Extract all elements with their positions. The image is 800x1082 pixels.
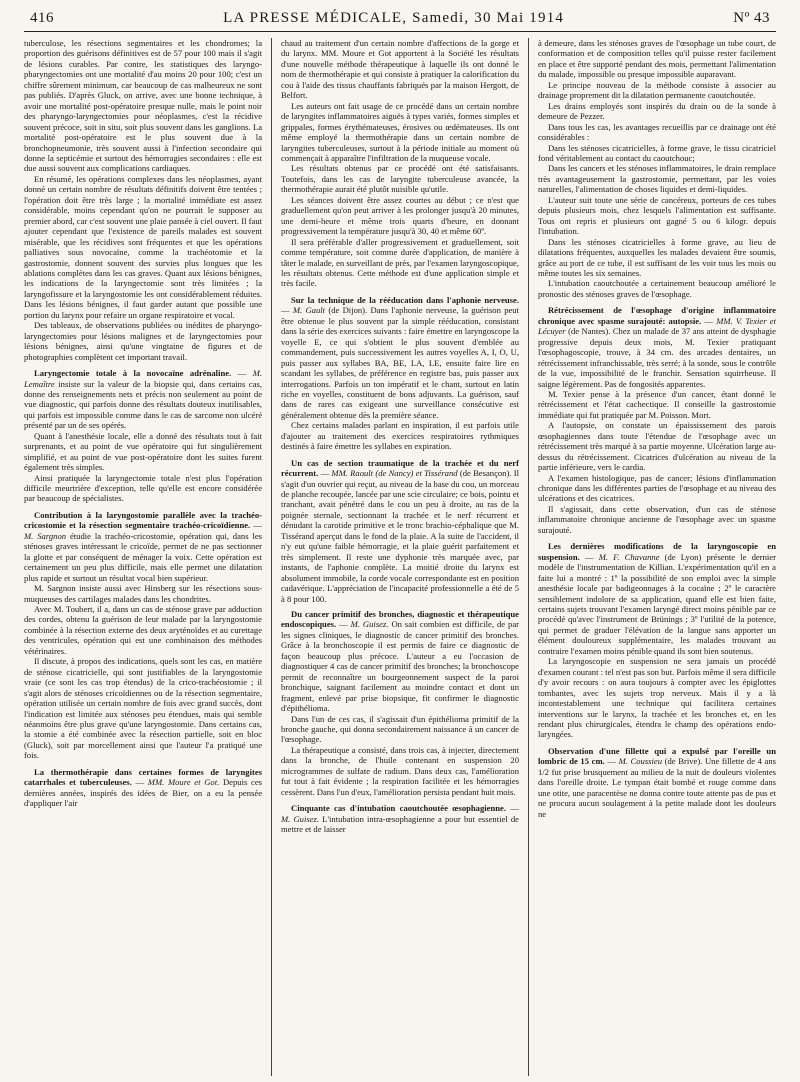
column-rule xyxy=(271,38,272,1076)
paragraph: Avec M. Toubert, il a, dans un cas de sténose grave par adduction des cordes, obtenu la guérison de leur malade par la laryngostomie combinée à la résection externe des deux aryténoïdes et au curettage des ventricules, opération qui est une combinaison des méthodes vétérinaires. xyxy=(24,604,263,656)
em-dash: — xyxy=(231,368,253,379)
article-author: M. Guisez. xyxy=(350,619,389,630)
issue-number: Nº 43 xyxy=(733,10,770,26)
article-body: insiste sur la valeur de la biopsie qui, dans certains cas, donne des renseignements nets et précis non seulement au point de vue diagnostic, qui parfois donne des résultats douteux inutilisables, qui parfois est impossible comme dans le cas de sarcome non ulcéré présenté par un de ses opérés. xyxy=(24,378,263,431)
paragraph: M. Texier pense à la présence d'un cancer, étant donné le rétrécissement et l'état cachectique. Il conseille la gastrostomie immédiate qui fut pratiquée par M. Poisson. Mort. xyxy=(537,388,776,420)
em-dash: — xyxy=(318,468,332,479)
em-dash: — xyxy=(280,305,293,316)
article-author: M. Guisez. xyxy=(280,813,320,824)
paragraph: La laryngoscopie en suspension ne sera jamais un procédé d'examen courant : tel n'est pas son but. Parfois même il sera difficile d'y avoir recours : on aura toujours à compter avec les épiglottes tombantes, avec les sujets trop nerveux. Mais il y a là incontestablement une technique qui facilitera certaines interventions sur le larynx, la trachée et les bronches et, en les rendant plus chirurgicales, étendra le champ des opérations endo-laryngées. xyxy=(537,656,776,740)
paragraph: A l'examen histologique, pas de cancer; lésions d'inflammation chronique dans les différentes parties de l'œsophage et au niveau des ulcérations et des cicatrices. xyxy=(537,472,776,504)
masthead-title: LA PRESSE MÉDICALE, Samedi, 30 Mai 1914 xyxy=(223,10,565,26)
column-1 xyxy=(24,38,262,1076)
paragraph: Le principe nouveau de la méthode consiste à associer au drainage proprement dit la dilatation permanente caoutchoutée. xyxy=(537,79,776,101)
paragraph: Dans tous les cas, les avantages recueillis par ce drainage ont été considérables : xyxy=(537,121,776,143)
article-title: Les dernières modifications de la laryngoscopie en suspension. xyxy=(537,541,776,562)
paragraph: chaud au traitement d'un certain nombre d'affections de la gorge et du larynx. MM. Moure et Got apportent à la Société les résultats d'une nouvelle méthode thérapeutique à laquelle ils ont donné le nom de thermothérapie et qui consiste à pratiquer la calorification du cou à l'aide des tissus chauffants fabriqués par la maison Hergott, de Belfort. xyxy=(280,38,519,101)
column-3 xyxy=(538,38,776,1076)
article-author: M. F. Chavanne xyxy=(598,551,660,562)
paragraph: Dans les cancers et les sténoses inflammatoires, le drain remplace très avantageusement la gastrostomie, permettant, par les voies naturelles, l'alimentation de choses liquides et demi-liquides. xyxy=(537,163,776,195)
article-entry xyxy=(538,541,776,656)
em-dash: — xyxy=(579,551,599,562)
paragraph: Ainsi pratiquée la laryngectomie totale n'est plus l'opération difficile meurtrière d'exception, telle qu'elle est encore considérée par beaucoup de spécialistes. xyxy=(24,472,263,504)
article-body: étudie la trachéo-cricostomie, opération qui, dans les sténoses graves intéressant le cricoïde, permet de ne pas sectionner la glotte et par conséquent de ménager la voix. Cette opération est certainement un peu plus difficile, mais elle permet une dilatation plus rapide et surtout un résultat vocal bien supérieur. xyxy=(24,530,263,583)
article-body: (de Dijon). Dans l'aphonie nerveuse, la guérison peut être obtenue le plus souvent par la simple rééducation, consistant dans la série des exercices suivants : faire émettre en laryngoscope la voyelle E, ce qui s'obtient le plus souvent d'emblée au commandement, puis successivement les autres voyelles A, I, O, U, puis passer aux syllabes BA, BE, LA, LE, ensuite faire lire en scandant les syllabes, de préférence en registre bas, puis passer aux interrogations. Parfois un ton impératif et le chant, surtout en latin riche en voyelles, constituent de bons adjuvants. La guérison, sauf dans de rares cas exigeant une surveillance consécutive est généralement obtenue dès la première séance. xyxy=(280,305,519,420)
column-2 xyxy=(281,38,519,1076)
article-author: M. Coussieu xyxy=(618,756,663,767)
article-entry xyxy=(24,368,262,431)
article-body: (de Brive). Une fillette de 4 ans 1/2 fut prise brusquement au milieu de la nuit de douleurs violentes dans l'oreille droite. Le tympan était bombé et rouge comme dans une otite, une paracentèse ne donna contre toute attente pas de pus et ne procura aucun soulagement à la petite malade dont les douleurs ne xyxy=(537,756,776,819)
paragraph: M. Sargnon insiste aussi avec Hinsberg sur les résections sous-muqueuses des cartilages malades dans les chondrites. xyxy=(24,583,263,604)
article-entry xyxy=(281,295,519,420)
article-author: MM. Raoult (de Nancy) et Tissérand xyxy=(331,468,458,479)
article-entry xyxy=(281,803,519,834)
article-title: Cinquante cas d'intubation caoutchoutée œsophagienne. xyxy=(290,803,507,814)
paragraph: Il sera préférable d'aller progressivement et graduellement, soit comme température, soit comme durée d'application, de manière à tâter le malade, en surveillant de près, par l'examen laryngoscopique, les résultats obtenus. Cette méthode est d'une application simple et très facile. xyxy=(280,236,519,289)
page-header xyxy=(24,10,776,32)
article-title: Sur la technique de la rééducation dans l'aphonie nerveuse. xyxy=(290,294,519,305)
paragraph: Dans l'un de ces cas, il s'agissait d'un épithélioma primitif de la bronche gauche, qui donna secondairement naissance à un cancer de l'œsophage. xyxy=(280,713,519,745)
article-author: MM. V. Texier et Lécuyer xyxy=(537,315,776,337)
paragraph: Des tableaux, de observations publiées ou inédites de pharyngo-laryngectomies pour lésions malignes et de laryngectomies pour lésions bénignes, ainsi qu'une vingtaine de figures et de photographies complètent cet important travail. xyxy=(24,320,263,362)
paragraph: La thérapeutique a consisté, dans trois cas, à injecter, directement dans la bronche, de l'huile contenant en suspension 20 microgrammes de sulfate de radium. Dans deux cas, l'amélioration fut tout à fait évidente ; la respiration facilitée et les hémorragies cessèrent. Dans l'un d'eux, l'amélioration persista pendant huit mois. xyxy=(280,744,519,797)
article-author: M. Sargnon xyxy=(24,530,67,541)
text-columns xyxy=(24,38,776,1076)
article-entry xyxy=(24,510,262,583)
column-rule xyxy=(528,38,529,1076)
paragraph: Les résultats obtenus par ce procédé ont été satisfaisants. Toutefois, dans les cas de laryngite tuberculeuse avancée, la thermothérapie aurait été plutôt nuisible qu'utile. xyxy=(280,163,519,195)
article-title: Observation d'une fillette qui a expulsé par l'oreille un lombric de 15 cm. xyxy=(537,745,776,767)
paragraph: Dans les sténoses cicatricielles, à forme grave, le tissu cicatriciel fond véritablement au contact du caoutchouc; xyxy=(537,142,776,163)
paragraph: Quant à l'anesthésie locale, elle a donné des résultats tout à fait surprenants, et au point de vue opératoire qui fut singulièrement simplifié, et au point de vue post-opératoire dont les suites furent également très simples. xyxy=(24,430,263,473)
paragraph: L'intubation caoutchoutée a certainement beaucoup amélioré le pronostic des sténoses graves de l'œsophage. xyxy=(537,278,776,299)
paragraph: Les auteurs ont fait usage de ce procédé dans un certain nombre de laryngites inflammatoires aiguës à types variés, formes simples et grippales, formes érythémateuses, érosives ou œdémateuses. Ils ont même employé la thermothérapie dans un certain nombre de laryngites tuberculeuses, surtout à la période initiale au moment où commençait à apparaître l'infiltration de la muqueuse vocale. xyxy=(280,100,519,163)
em-dash: — xyxy=(250,520,263,531)
page-number: 416 xyxy=(30,10,54,26)
paragraph: à demeure, dans les sténoses graves de l'œsophage un tube court, de conformation et de composition telles qu'il puisse rester facilement en place et être supporté pendant des mois, permettant l'alimentation du malade, impossible ou presque impossible auparavant. xyxy=(537,38,776,80)
paragraph: L'auteur suit toute une série de cancéreux, porteurs de ces tubes depuis plusieurs mois, chez lesquels l'alimentation est suffisante. Tous ont repris et plusieurs ont gagné 5 ou 6 kilogr. depuis l'intubation. xyxy=(537,194,776,237)
article-entry xyxy=(538,305,776,389)
article-entry xyxy=(538,746,776,819)
em-dash: — xyxy=(701,315,717,326)
article-entry xyxy=(281,609,519,714)
article-title: Contribution à la laryngostomie parallèle avec la trachéo-cricostomie et la résection segmentaire trachéo-cricoïdienne. xyxy=(24,509,263,531)
article-title: Laryngectomie totale à la novocaïne adrénaline. xyxy=(34,368,232,379)
article-author: M. Lemaître xyxy=(24,368,263,389)
article-body: (de Nantes). Chez un malade de 37 ans atteint de dysphagie progressive depuis deux mois, M. Texier pratiquant l'œsophagoscopie, trouve, à 34 cm. des arcades dentaires, un rétrécissement infranchissable, très serré; à la sonde, sous le contrôle de la vue, impossibilité de le franchir. Sensation squirrheuse. Il saigne légèrement. Pas de fongosités apparentes. xyxy=(537,326,776,389)
paragraph: Dans les sténoses cicatricielles à forme grave, au lieu de dilatations fréquentes, auxquelles les malades devaient être soumis, grâce au port de ce tube, il est suffisant de les voir tous les mois ou même toutes les six semaines. xyxy=(537,236,776,278)
article-title: Un cas de section traumatique de la trachée et du nerf récurrent. xyxy=(280,457,519,479)
em-dash: — xyxy=(506,803,519,814)
article-body: Depuis ces dernières années, inspirés des idées de Bier, on a eu la pensée d'appliquer l'air xyxy=(24,777,263,809)
em-dash: — xyxy=(131,777,148,788)
paragraph: Les séances doivent être assez courtes au début ; ce n'est que graduellement qu'on peut arriver à les prolonger jusqu'à 20 minutes, une demi-heure et même trois quarts d'heure, en donnant progressivement la température jusqu'à 30, 40 et même 60º. xyxy=(280,194,519,237)
paragraph: tuberculose, les résections segmentaires et les chondromes; la proportion des guérisons définitives est de 57 pour 100 mais il s'agit de lésions curables. Par contre, les statistiques des laryngo-pharyngectomies ont une mortalité d'au moins 20 pour 100; c'est un chiffre sûrement minimum, car beaucoup de cas malheureux ne sont pas publiés. D'après Gluck, on arrive, avec une bonne technique, à avoir une mortalité post-opératoire presque nulle, mais le point noir des pharyngo-laryngectomies pour néoplasmes, c'est la récidive souvent précoce, soit in situ, soit plus souvent dans les ganglions. La mortalité post-opératoire est le plus souvent due à la bronchopneumonie, très souvent aussi à l'infection secondaire qui donne la septicémie et surtout des hémorragies secondaires : elle est due aussi souvent aux complications cardiaques. xyxy=(24,38,263,174)
paragraph: Les drains employés sont inspirés du drain ou de la sonde à demeure de Pezzer. xyxy=(537,100,776,122)
paragraph: A l'autopsie, on constate un épaississement des parois œsophagiennes dans toute l'étendue de l'œsophage avec un rétrécissement très marqué à sa partie moyenne. Ulcération large au-dessus du rétrécissement. Cicatrices d'ulcération au niveau de la partie inférieure, vers le cardia. xyxy=(537,420,776,473)
article-title: Rétrécissement de l'œsophage d'origine inflammatoire chronique avec spasme surajouté: autopsie. xyxy=(537,305,776,326)
article-entry xyxy=(24,767,262,809)
article-body: L'intubation intra-œsophagienne a pour but essentiel de mettre et de laisser xyxy=(280,813,519,835)
article-body: On sait combien est difficile, de par les signes cliniques, le diagnostic de cancer primitif des bronches. Grâce à la bronchoscopie il est permis de faire ce diagnostic de façon beaucoup plus précoce. L'auteur a eu l'occasion de diagnostiquer 4 cas de cancer primitif des bronches; la bronchoscope permit de reconnaître un bourgeonnement suspect de la paroi bronchique, saignant facilement au moindre contact et dont un fragment, enlevé par prise biopsique, fit confirmer le diagnostic d'épithélioma. xyxy=(280,619,519,714)
article-title: La thermothérapie dans certaines formes de laryngites catarrhales et tuberculeuses. xyxy=(24,766,263,788)
article-title: Du cancer primitif des bronches, diagnostic et thérapeutique endoscopiques. xyxy=(280,609,519,630)
paragraph: Il s'agissait, dans cette observation, d'un cas de sténose inflammatoire chronique ancienne de l'œsophage avec un spasme surajouté. xyxy=(537,503,776,535)
article-body: (de Besançon). Il s'agit d'un ouvrier qui reçut, au niveau de la base du cou, un morceau de planche recoupée, lancée par une scie circulaire; ce bois, pointu et tranchant, avait pénétré dans le cou un peu à droite, au ras de la poignée sternale, sectionnant la trachée et le nerf récurrent et dénudant la carotide primitive et le tronc brachio-céphalique que M. Tissérand aperçut dans le fond de la plaie. A la suite de l'accident, il n'y eut qu'une faible hémorragie, et la plaie guérit parfaitement et très simplement. Il reste une dyphonie très marquée avec, par instants, de l'aphonie complète. La moitié droite du larynx est absolument immobile, la corde vocale correspondante est en position cadavérique. L'appréciation de l'incapacité professionnelle a été de 5 à 8 pour 100. xyxy=(280,468,519,604)
article-author: MM. Moure et Got. xyxy=(147,777,220,788)
em-dash: — xyxy=(336,619,351,630)
paragraph: Chez certains malades parlant en inspiration, il est parfois utile d'ajouter au traitement des exercices respiratoires rythmiques destinés à faire émettre les syllabes en expiration. xyxy=(280,420,519,452)
em-dash: — xyxy=(604,756,619,767)
paragraph: En résumé, les opérations complexes dans les néoplasmes, ayant donné un certain nombre de résultats définitifs doivent être tentées ; l'opération doit être très large ; la mortalité immédiate est assez considérable, moins cependant qu'on ne pourrait le supposer au premier abord, car c'est souvent une plaie pansée à ciel ouvert. Il faut ajouter cependant que l'existence de pareils malades est souvent misérable, que les récidives sont fréquentes et que les opérations palliatives sous novocaïne, comme la trachéotomie et la gastrostomie, donnent souvent des survies plus longues que les ablations complètes dans les cas graves. Quant aux lésions bénignes, les indications de la laryngectomie sont très limitées ; la laryngofissure et la laryngostomie les ont considérablement réduites. Dans les lésions bénignes, il faut garder autant que possible une portion du larynx pour refaire un organe respiratoire et vocal. xyxy=(24,173,263,320)
article-author: M. Gault xyxy=(292,305,326,316)
article-body: (de Lyon) présente le dernier modèle de l'instrumentation de Killian. L'expérimentation qu'il en a faite lui a montré : 1º la possibilité de son emploi avec la simple anesthésie locale par badigeonnages à la cocaïne ; 2º le caractère sensiblement indolore de sa application, quand elle est bien faite, certains sujets trouvant l'examen laryngé direct moins pénible par ce procédé qu'avec l'instrument de Brünings ; 3º l'utilité de la potence, qui permet de graduer l'élévation de la langue sans apporter un élément douloureux supplémentaire, les malades trouvant au contraire l'examen moins pénible quand ils sont bien soutenus. xyxy=(537,551,776,656)
paragraph: Il discute, à propos des indications, quels sont les cas, en matière de sténose cicatricielle, qui sont justifiables de la laryngostomie vraie (ce sont les cas trop étendus) de la crico-trachéostomie ; il s'agit alors de sténoses cricoïdiennes ou de la résection segmentaire, opération utilisée un certain nombre de fois avec grand succès, dont l'indication est limitée aux sténoses peu étendues, mais qui semble néanmoins être plus grave qu'une laryngostomie. Dans certains cas, la stomie a été combinée avec la résection partielle, soit en bloc (Gluck), soit par morcellement ainsi que l'auteur l'a pratiqué une fois. xyxy=(24,656,263,761)
article-entry xyxy=(281,458,519,604)
